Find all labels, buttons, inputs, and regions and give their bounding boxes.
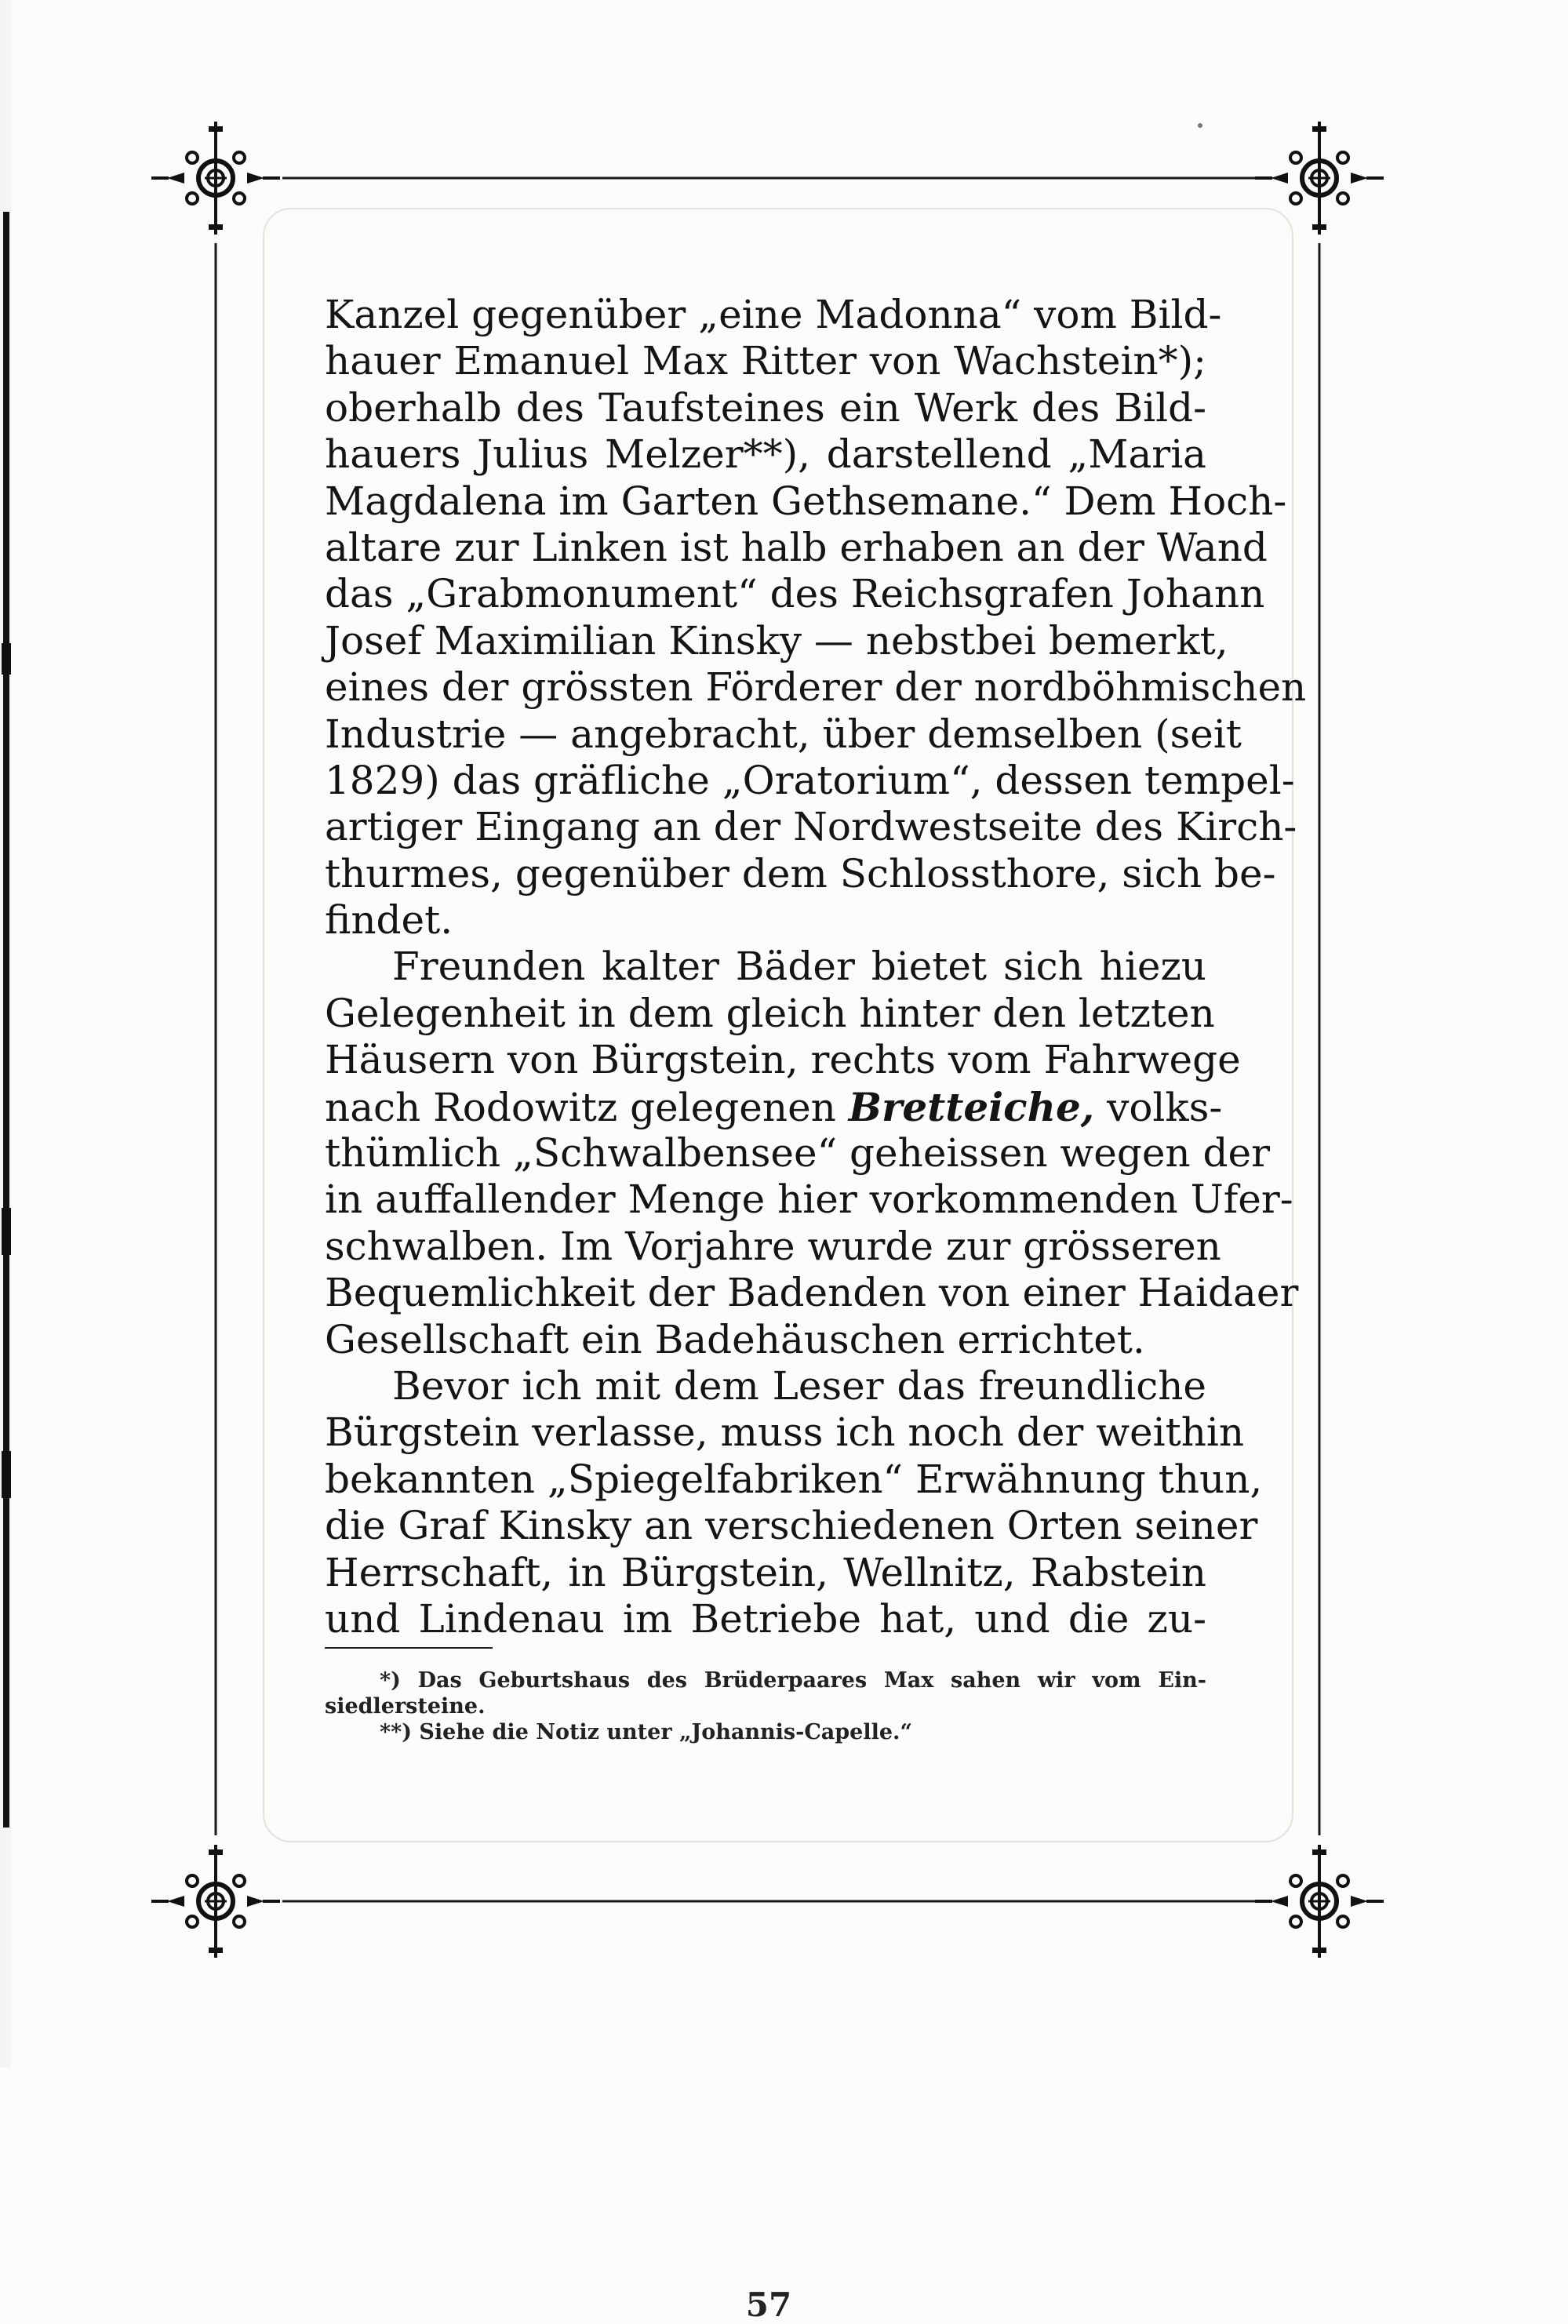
footnote-line: siedlersteine. — [325, 1694, 486, 1718]
text-line: Häusern von Bürgstein, rechts vom Fahrwege — [325, 1037, 1241, 1083]
text-line: Josef Maximilian Kinsky — nebstbei bemerkt, — [325, 617, 1228, 664]
text-line: Bürgstein verlasse, muss ich noch der weithin — [325, 1409, 1245, 1456]
text-segment: volks- — [1094, 1084, 1223, 1130]
ornament-top-left-icon — [151, 122, 280, 235]
body-text — [325, 292, 1307, 1642]
text-line: 1829) das gräfliche „Oratorium“, dessen tempel- — [325, 757, 1295, 803]
text-line: und Lindenau im Betriebe hat, und die zu- — [325, 1595, 1206, 1642]
text-line: hauer Emanuel Max Ritter von Wachstein*); — [325, 338, 1206, 384]
text-segment: nach Rodowitz gelegenen — [325, 1084, 849, 1130]
text-line: Gesellschaft ein Badehäuschen errichtet. — [325, 1316, 1145, 1362]
text-line: Freunden kalter Bäder bietet sich hiezu — [392, 944, 1206, 990]
footnote-line: *) Das Geburtshaus des Brüderpaares Max sahen wir vom Ein- — [380, 1668, 1206, 1693]
ornament-bottom-right-icon — [1255, 1845, 1384, 1958]
text-line: thümlich „Schwalbensee“ geheissen wegen der — [325, 1130, 1271, 1177]
text-line: das „Grabmonument“ des Reichsgrafen Johann — [325, 571, 1265, 617]
text-line: bekannten „Spiegelfabriken“ Erwähnung thun, — [325, 1456, 1263, 1502]
text-line: Bequemlichkeit der Badenden von einer Haidaer — [325, 1270, 1299, 1316]
text-line: artiger Eingang an der Nordwestseite des Kirch- — [325, 804, 1297, 850]
text-line: eines der grössten Förderer der nordböhmischen — [325, 664, 1307, 711]
emphasized-place-name: Bretteiche, — [848, 1083, 1095, 1130]
text-line: Bevor ich mit dem Leser das freundliche — [392, 1362, 1206, 1409]
text-line: Magdalena im Garten Gethsemane.“ Dem Hoch- — [325, 478, 1287, 524]
text-line: altare zur Linken ist halb erhaben an der Wand — [325, 524, 1268, 570]
text-line: Industrie — angebracht, über demselben (seit — [325, 711, 1242, 757]
footnotes — [325, 1668, 1206, 1745]
footnote-rule — [325, 1647, 493, 1649]
text-line — [325, 1083, 1223, 1130]
text-line: hauers Julius Melzer**), darstellend „Maria — [325, 431, 1206, 478]
text-line: Kanzel gegenüber „eine Madonna“ vom Bild- — [325, 292, 1222, 337]
text-line: Herrschaft, in Bürgstein, Wellnitz, Rabstein — [325, 1549, 1206, 1595]
text-line: die Graf Kinsky an verschiedenen Orten seiner — [325, 1503, 1258, 1549]
text-line: thurmes, gegenüber dem Schlossthore, sich be- — [325, 850, 1276, 897]
text-line: findet. — [325, 897, 453, 944]
text-line: schwalben. Im Vorjahre wurde zur grösseren — [325, 1223, 1221, 1269]
footnote-line: **) Siehe die Notiz unter „Johannis-Capelle.“ — [380, 1720, 912, 1744]
page-number: 57 — [745, 2286, 792, 2324]
text-line: oberhalb des Taufsteines ein Werk des Bild- — [325, 384, 1206, 431]
ornament-bottom-left-icon — [151, 1845, 280, 1958]
text-line: in auffallender Menge hier vorkommenden Ufer- — [325, 1177, 1293, 1223]
text-line: Gelegenheit in dem gleich hinter den letzten — [325, 990, 1215, 1036]
